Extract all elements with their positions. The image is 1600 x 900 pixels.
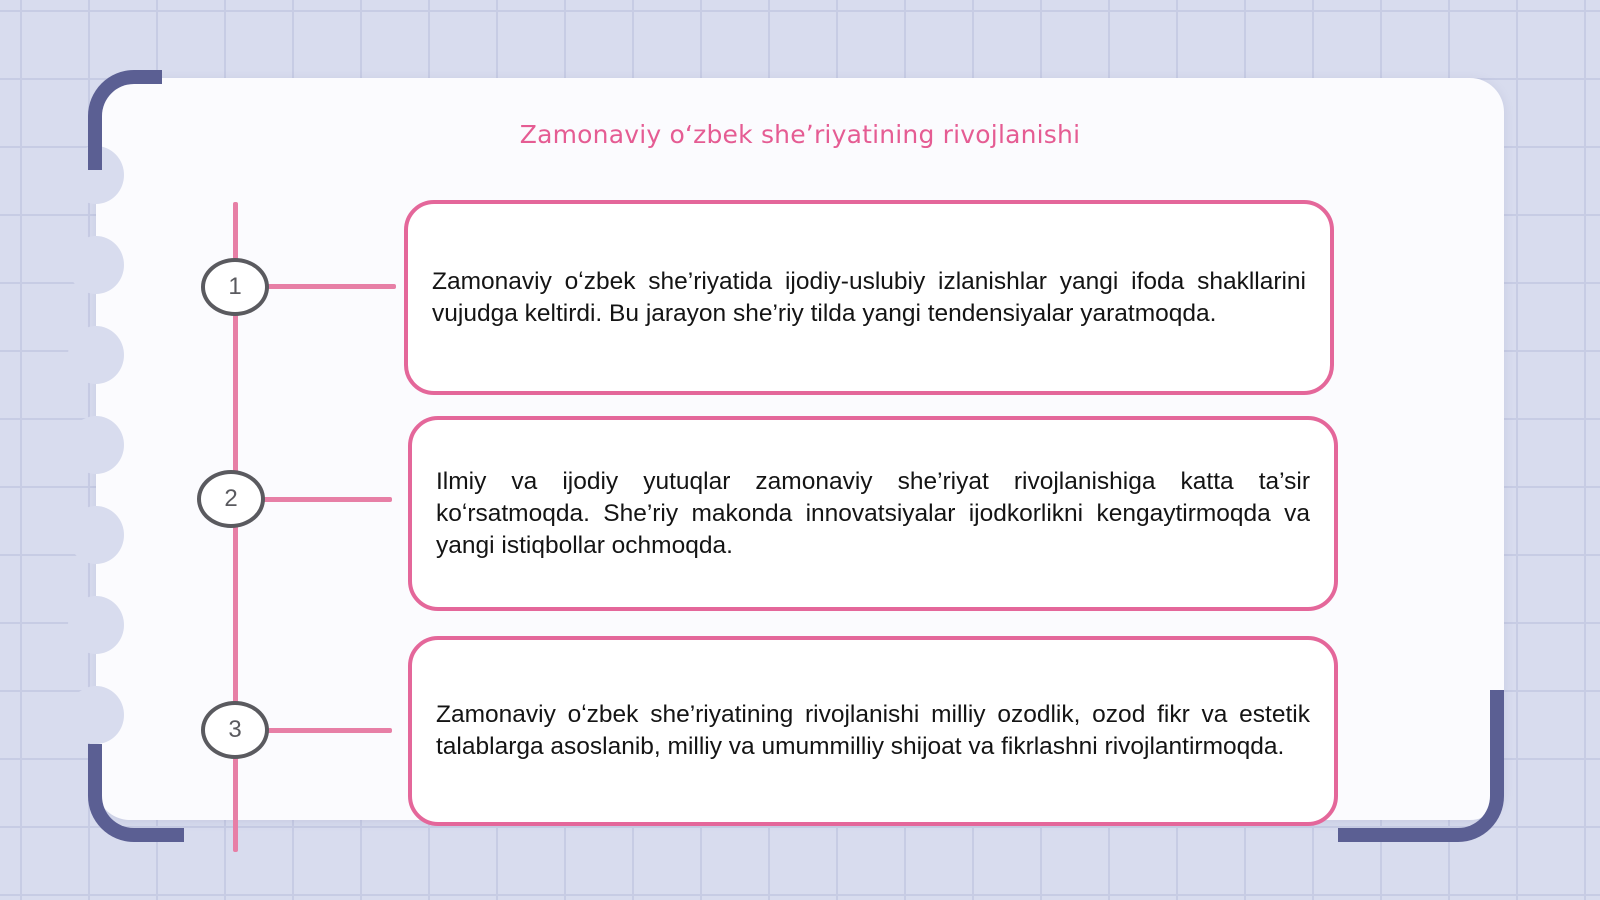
paper-edge-bump bbox=[68, 236, 124, 294]
step-3-connector bbox=[262, 728, 392, 733]
step-2-card bbox=[408, 416, 1338, 611]
step-3-number: 3 bbox=[201, 701, 269, 759]
step-1-number: 1 bbox=[201, 258, 269, 316]
paper-edge-bump bbox=[68, 416, 124, 474]
step-3-text: Zamonaviy oʻzbek she’riyatining rivojlanishi milliy ozodlik, ozod fikr va estetik talablarga asoslanib, milliy va umummilliy shijoat va fikrlashni rivojlantirmoqda. bbox=[436, 701, 1310, 760]
step-2-number: 2 bbox=[197, 470, 265, 528]
paper-edge-bump bbox=[68, 326, 124, 384]
corner-bracket-bottom-left bbox=[88, 744, 184, 842]
paper-edge-bump bbox=[68, 686, 124, 744]
step-3-card bbox=[408, 636, 1338, 826]
corner-bracket-bottom-right bbox=[1338, 690, 1504, 842]
step-1-card bbox=[404, 200, 1334, 395]
corner-bracket-top-left bbox=[88, 70, 162, 170]
paper-edge-bump bbox=[68, 506, 124, 564]
step-2-connector bbox=[258, 497, 392, 502]
step-2-text: Ilmiy va ijodiy yutuqlar zamonaviy she’riyat rivojlanishiga katta ta’sir koʻrsatmoqda. She’riy makonda innovatsiyalar ijodkorlikni kengaytirmoqda va yangi istiqbollar ochmoqda. bbox=[436, 467, 1310, 559]
paper-edge-bump bbox=[68, 596, 124, 654]
step-1-connector bbox=[262, 284, 396, 289]
slide-title: Zamonaviy oʻzbek sheʼriyatining rivojlanishi bbox=[519, 120, 1081, 149]
step-1-text: Zamonaviy oʻzbek she’riyatida ijodiy-uslubiy izlanishlar yangi ifoda shakllarini vujudga keltirdi. Bu jarayon she’riy tilda yangi tendensiyalar yaratmoqda. bbox=[432, 267, 1306, 327]
